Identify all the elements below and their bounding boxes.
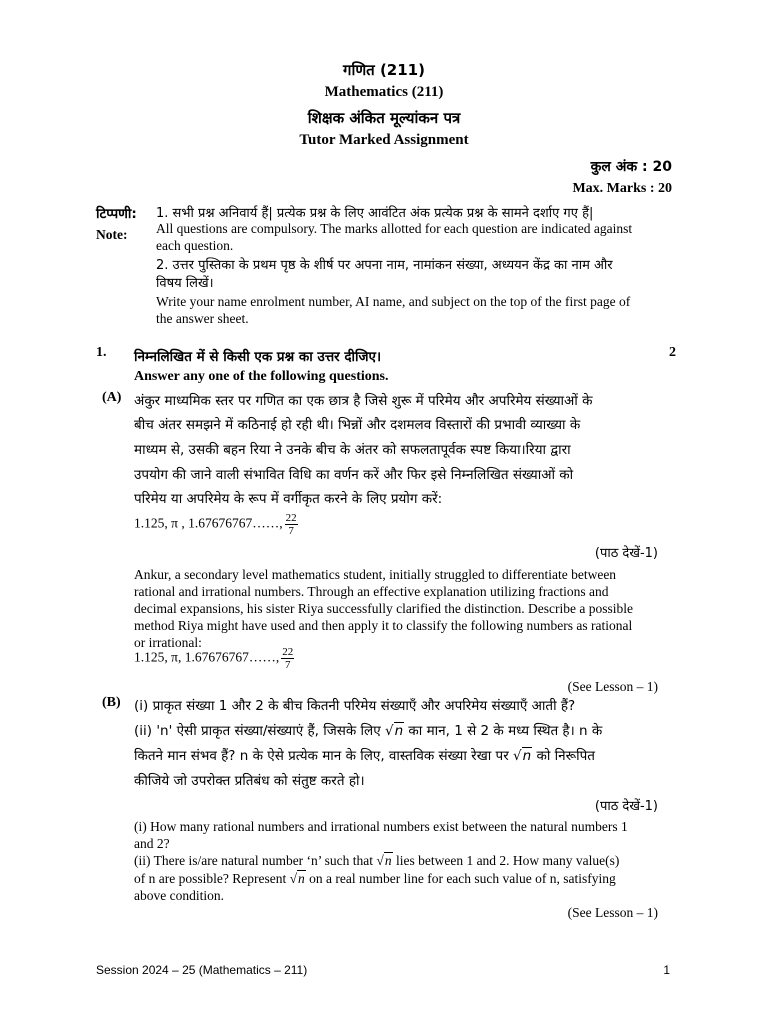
part-b-english-line4: of n are possible? Represent √n on a real number line for each such value of n, satisfying — [134, 871, 616, 886]
part-a-english-line: Ankur, a secondary level mathematics student, initially struggled to differentiate between — [134, 567, 617, 582]
part-a-hindi-line: उपयोग की जाने वाली संभावित विधि का वर्णन करें और फिर इसे निम्नलिखित संख्याओं को — [134, 467, 574, 483]
question-instruction-hindi: निम्नलिखित में से किसी एक प्रश्न का उत्तर दीजिए। — [134, 349, 382, 365]
part-b-hindi-line4: कीजिये जो उपरोक्त प्रतिबंध को संतुष्ट करते हो। — [134, 773, 365, 789]
part-b-reference-hindi: (पाठ देखें-1) — [594, 799, 658, 814]
part-b-hindi-line1: (i) प्राकृत संख्या 1 और 2 के बीच कितनी परिमेय संख्याएँ और अपरिमेय संख्याएँ आती हैं? — [134, 698, 576, 714]
footer-page-number: 1 — [663, 963, 670, 977]
part-a-hindi-line: परिमेय या अपरिमेय के रूप में वर्गीकृत करने के लिए प्रयोग करें: — [134, 491, 443, 507]
part-a-hindi-line: माध्यम से, उसकी बहन रिया ने उनके बीच के अंतर को सफलतापूर्वक स्पष्ट किया।रिया द्वारा — [134, 442, 571, 458]
part-a-numbers-hindi: 1.125, π , 1.67676767……, $\frac{22}{7}$ — [134, 512, 297, 537]
part-b-hindi-line3: कितने मान संभव हैं? n के ऐसे प्रत्येक मान के लिए, वास्तविक संख्या रेखा पर √n को निरूपित — [134, 748, 595, 764]
part-b-english-line1: (i) How many rational numbers and irrational numbers exist between the natural numbers 1 — [134, 819, 628, 834]
part-a-english-line: decimal expansions, his sister Riya successfully clarified the distinction. Describe a possible — [134, 601, 634, 616]
fraction-22-7: $\frac{22}{7}$ — [285, 512, 297, 537]
note-label-english: Note: — [96, 227, 128, 242]
note-line1-english-a: All questions are compulsory. The marks allotted for each question are indicated against — [156, 221, 633, 236]
part-a-hindi-line: बीच अंतर समझने में कठिनाई हो रही थी। भिन्नों और दशमलव विस्तारों की प्रभावी व्याख्या के — [134, 417, 581, 433]
question-marks: 2 — [669, 345, 676, 360]
subtitle-hindi: शिक्षक अंकित मूल्यांकन पत्र — [307, 109, 461, 127]
title-english: Mathematics (211) — [324, 84, 444, 100]
note-line2-english-a: Write your name enrolment number, AI name, and subject on the top of the first page of — [156, 294, 631, 309]
part-a-numbers-english: 1.125, π, 1.67676767……, $\frac{22}{7}$ — [134, 646, 294, 671]
part-a-reference-hindi: (पाठ देखें-1) — [594, 546, 658, 561]
subtitle-english: Tutor Marked Assignment — [299, 132, 469, 148]
note-label-hindi: टिप्पणी: — [96, 206, 137, 222]
part-b-reference-english: (See Lesson – 1) — [567, 905, 658, 920]
title-hindi: गणित (211) — [343, 61, 425, 79]
fraction-22-7: $\frac{22}{7}$ — [282, 646, 294, 671]
sqrt-n-symbol: √n — [376, 853, 392, 868]
note-line2-english-b: the answer sheet. — [156, 311, 249, 326]
note-line1-hindi: 1. सभी प्रश्न अनिवार्य हैं| प्रत्येक प्रश्न के लिए आवंटित अंक प्रत्येक प्रश्न के सामने दर्शाए गए हैं| — [156, 206, 594, 221]
part-b-english-line5: above condition. — [134, 888, 224, 903]
total-marks-hindi: कुल अंक : 20 — [590, 159, 672, 175]
sqrt-n-symbol: √n — [513, 748, 532, 764]
part-b-english-line2: and 2? — [134, 836, 170, 851]
sqrt-n-symbol: √n — [384, 723, 404, 739]
note-line2-hindi-a: 2. उत्तर पुस्तिका के प्रथम पृष्ठ के शीर्ष पर अपना नाम, नामांकन संख्या, अध्ययन केंद्र का नाम और — [156, 258, 613, 273]
question-number: 1. — [96, 345, 107, 360]
part-a-label: (A) — [102, 390, 122, 405]
sqrt-n-symbol: √n — [289, 871, 305, 886]
part-a-reference-english: (See Lesson – 1) — [567, 679, 658, 694]
part-a-english-line: or irrational: — [134, 635, 202, 650]
part-b-label: (B) — [102, 695, 121, 710]
question-instruction-english: Answer any one of the following questions. — [134, 369, 389, 384]
footer-session: Session 2024 – 25 (Mathematics – 211) — [96, 963, 308, 977]
part-a-hindi-line: अंकुर माध्यमिक स्तर पर गणित का एक छात्र है जिसे शुरू में परिमेय और अपरिमेय संख्याओं के — [134, 393, 593, 409]
max-marks-english: Max. Marks : 20 — [572, 181, 672, 196]
part-b-hindi-line2: (ii) 'n' ऐसी प्राकृत संख्या/संख्याएं हैं, जिसके लिए √n का मान, 1 से 2 के मध्य स्थित है। n के — [134, 723, 603, 739]
part-b-english-line3: (ii) There is/are natural number ‘n’ such that √n lies between 1 and 2. How many value(s) — [134, 853, 620, 868]
note-line2-hindi-b: विषय लिखें। — [156, 276, 214, 291]
part-a-english-line: method Riya might have used and then apply it to classify the following numbers as rational — [134, 618, 633, 633]
note-line1-english-b: each question. — [156, 238, 234, 253]
part-a-english-line: rational and irrational numbers. Through an effective explanation utilizing fractions and — [134, 584, 609, 599]
